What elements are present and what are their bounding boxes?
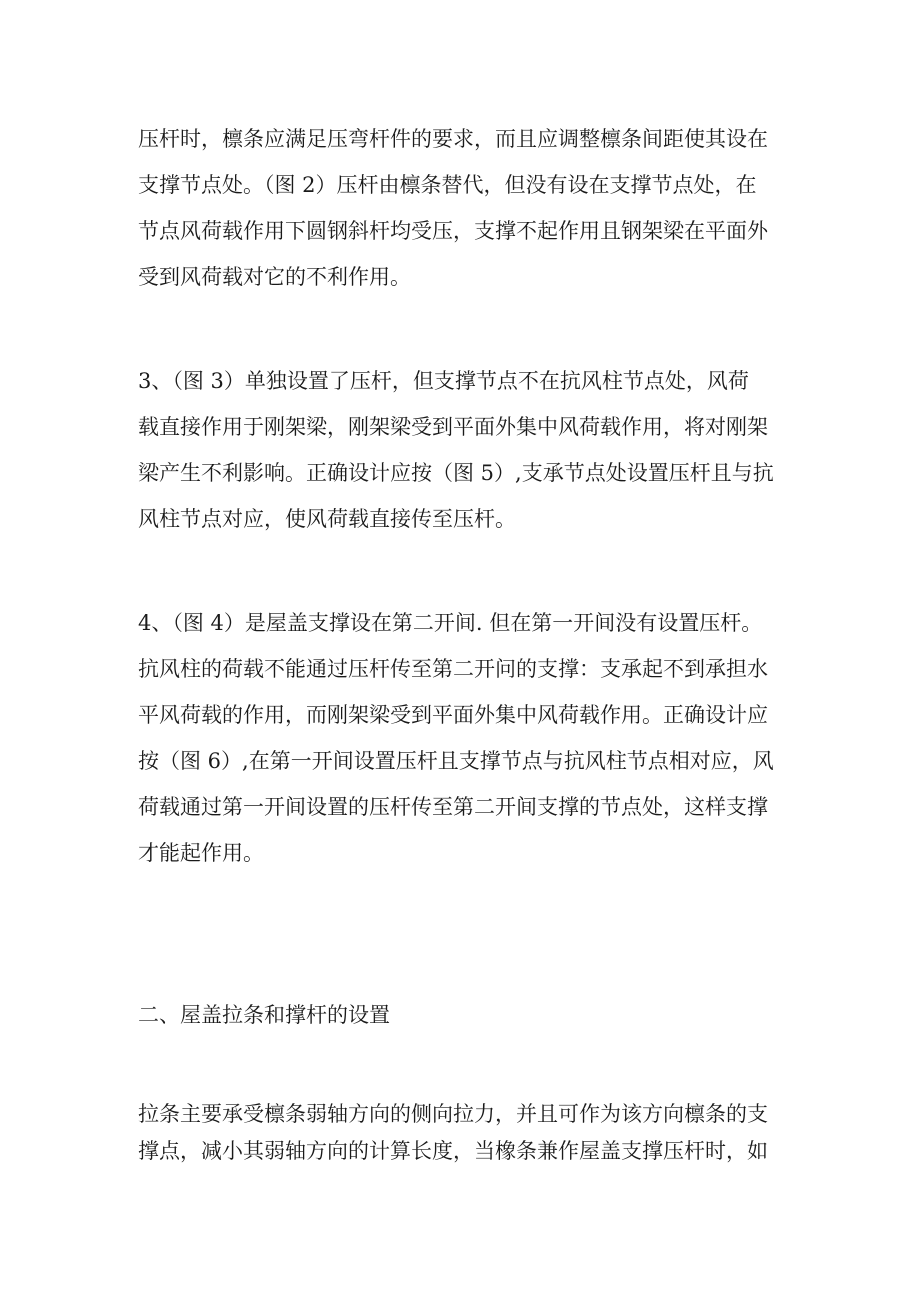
text-line: 拉条主要承受檩条弱轴方向的侧向拉力，并且可作为该方向檩条的支 (138, 1102, 768, 1126)
text-line: 受到风荷载对它的不利作用。 (138, 265, 411, 289)
text-line: 撑点，减小其弱轴方向的计算长度，当橡条兼作屋盖支撑压杆时，如 (138, 1139, 768, 1163)
paragraph-item-4 (138, 600, 798, 876)
text-line: 荷载通过第一开间设置的压杆传至第二开间支撑的节点处，这样支撑 (138, 795, 768, 819)
text-line: 才能起作用。 (138, 841, 264, 865)
paragraph-tie-rods (138, 1096, 798, 1170)
text-line: 按（图 6）,在第一开间设置压杆且支撑节点与抗风柱节点相对应，风 (138, 749, 774, 773)
text-line: 压杆时，檩条应满足压弯杆件的要求，而且应调整檩条间距使其设在 (138, 127, 768, 151)
section-heading (138, 992, 798, 1038)
text-line: 梁产生不利影响。正确设计应按（图 5）,支承节点处设置压杆且与抗 (138, 461, 774, 485)
text-line: 平风荷载的作用，而刚架梁受到平面外集中风荷载作用。正确设计应 (138, 703, 768, 727)
text-line: 风柱节点对应，使风荷载直接传至压杆。 (138, 507, 516, 531)
paragraph-purlin-compression (138, 116, 798, 300)
paragraph-item-3 (138, 358, 798, 542)
text-line: 抗风柱的荷载不能通过压杆传至第二开问的支撑：支承起不到承担水 (138, 657, 768, 681)
text-line: 支撑节点处。（图 2）压杆由檩条替代，但没有设在支撑节点处，在 (138, 173, 757, 197)
text-line: 载直接作用于刚架梁，刚架梁受到平面外集中风荷载作用，将对刚架 (138, 415, 768, 439)
text-line: 4、（图 4）是屋盖支撑设在第二开间. 但在第一开间没有设置压杆。 (138, 611, 763, 635)
heading-text: 二、屋盖拉条和撑杆的设置 (138, 1003, 390, 1027)
text-line: 节点风荷载作用下圆钢斜杆均受压，支撑不起作用且钢架梁在平面外 (138, 219, 768, 243)
text-line: 3、（图 3）单独设置了压杆，但支撑节点不在抗风柱节点处，风荷 (138, 369, 749, 393)
